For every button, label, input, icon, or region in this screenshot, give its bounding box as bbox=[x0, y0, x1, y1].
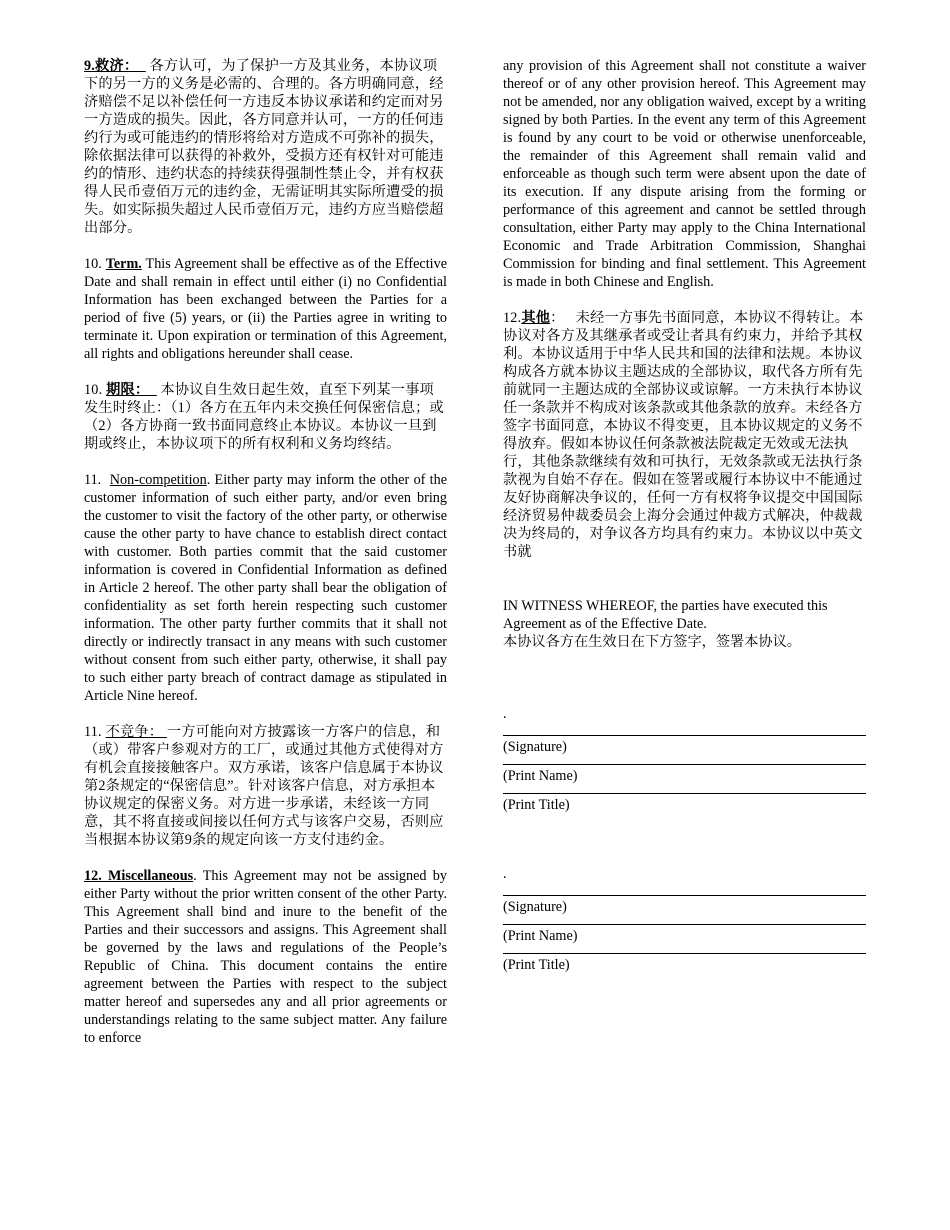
signature-label: (Signature) bbox=[503, 739, 567, 755]
signature-line[interactable] bbox=[503, 895, 866, 896]
section-10-heading-en: Term. bbox=[105, 256, 142, 272]
signature-label: (Signature) bbox=[503, 899, 567, 915]
section-12-body-zh: 未经一方事先书面同意，本协议不得转让。本协议对各方及其继承者或受让者具有约束力，并给予其权利。本协议适用于中华人民共和国的法律和法规。本协议构成各方就本协议主题达成的全部协议，取代各方所有先前就同一主题达成的全部协议或谅解。一方未执行本协议任一条款并不构成对该条款或其他条款的放弃。未经各方签字书面同意，本协议不得变更，且本协议规定的义务不得放弃。假如本协议任何条款被法院裁定无效或无法执行，其他条款继续有效和可执行，无效条款或无法执行条款视为自始不存在。假如在签署或履行本协议中不能通过友好协商解决争议的，任何一方有权将争议提交中国国际经济贸易仲裁委员会上海分会通过仲裁方式解决，仲裁裁决为终局的，对争议各方均具有约束力。本协议以中英文书就 bbox=[503, 310, 864, 560]
section-11-body-en: . Either party may inform the other of the customer information of such either party, and/or even bring the customer to visit the factory of the other party, or otherwise cause the other party to have chance to establish direct contact with customer. Both parties commit that the said customer information is covered in Confidential Information as defined in Article 2 hereof. The other party shall bear the obligation of confidentiality as set forth herein respecting such customer information. The other party further commits that it shall not directly or indirectly transact in any means with such customer without consent from such either party, otherwise, it shall pay to such either party breach of contract damage as stipulated in Article Nine hereof. bbox=[84, 472, 447, 704]
section-12-heading-en: 12. Miscellaneous bbox=[84, 868, 194, 884]
print-name-line[interactable] bbox=[503, 924, 866, 925]
signature-line[interactable] bbox=[503, 735, 866, 736]
section-9-remedies-zh bbox=[84, 57, 447, 237]
witness-clause bbox=[503, 597, 866, 651]
section-10-body-zh: 本协议自生效日起生效，直至下列某一事项发生时终止：（1）各方在五年内未交换任何保密信息；或（2）各方协商一致书面同意终止本协议。本协议一旦到期或终止，本协议项下的所有权利和义务均终结。 bbox=[84, 382, 444, 452]
section-11-number-zh: 11. bbox=[84, 724, 102, 740]
section-12-miscellaneous-zh: 12.其他： 未经一方事先书面同意，本协议不得转让。本协议对各方及其继承者或受让者具有约束力，并给予其权利。本协议适用于中华人民共和国的法律和法规。本协议构成各方就本协议主题达成的全部协议，取代各方所有先前就同一主题达成的全部协议或谅解。一方未执行本协议任一条款并不构成对该条款或其他条款的放弃。未经各方签字书面同意，本协议不得变更，且本协议规定的义务不得放弃。假如本协议任何条款被法院裁定无效或无法执行，其他条款继续有效和可执行，无效条款或无法执行条款视为自始不存在。假如在签署或履行本协议中不能通过友好协商解决争议的，任何一方有权将争议提交中国国际经济贸易仲裁委员会上海分会通过仲裁方式解决，仲裁裁决为终局的，对争议各方均具有约束力。本协议以中英文书就 bbox=[503, 310, 864, 560]
section-12-heading-zh: 其他 bbox=[521, 310, 551, 326]
signature-dot: . bbox=[503, 706, 507, 722]
section-10-term-zh bbox=[84, 381, 447, 453]
signature-block-1 bbox=[503, 705, 866, 817]
section-12-miscellaneous-en bbox=[84, 867, 447, 1047]
section-11-noncompetition-zh bbox=[84, 723, 447, 849]
section-12-number-zh: 12. bbox=[503, 310, 522, 326]
print-title-label: (Print Title) bbox=[503, 957, 570, 973]
witness-text-en: IN WITNESS WHEREOF, the parties have executed this Agreement as of the Effective Date. bbox=[503, 598, 828, 632]
section-9-heading-zh: 9.救济： bbox=[84, 58, 139, 74]
section-12-body-en-part1: . This Agreement may not be assigned by either Party without the prior written consent of the other Party. This Agreement shall bind and inure to the benefit of the Parties and their successors and assigns. This Agreement shall be governed by the laws and regulations of the People’s Republic of China. This document contains the entire agreement between the Parties with respect to the subject matter hereof and supersedes any and all prior agreements or understandings relating to the same subject matter. Any failure to enforce bbox=[84, 868, 447, 1046]
section-10-body-en: This Agreement shall be effective as of the Effective Date and shall remain in effect until either (i) no Confidential Information has been exchanged between the Parties for a period of five (5) years, or (ii) the Parties agree in writing to terminate it. Upon expiration or termination of this Agreement, all rights and obligations hereunder shall cease. bbox=[84, 256, 447, 362]
print-name-line[interactable] bbox=[503, 764, 866, 765]
section-11-number: 11. bbox=[84, 472, 102, 488]
print-name-label: (Print Name) bbox=[503, 768, 578, 784]
right-column bbox=[503, 57, 866, 977]
section-9-body-zh: 各方认可，为了保护一方及其业务，本协议项下的另一方的义务是必需的、合理的。各方明确同意，经济赔偿不足以补偿任何一方违反本协议承诺和约定而对另一方造成的损失。因此，各方同意并认可，一方的任何违约行为或可能违约的情形将给对方造成不可弥补的损失，除依据法律可以获得的补救外，受损方还有权针对可能违约的情形、违约状态的持续获得强制性禁止令，并有权获得人民币壹佰万元的违约金，无需证明其实际所遭受的损失。如实际损失超过人民币壹佰万元，违约方应当赔偿超出部分。 bbox=[84, 58, 444, 236]
print-title-line[interactable] bbox=[503, 793, 866, 794]
section-10-term-en bbox=[84, 255, 447, 363]
section-10-number: 10. bbox=[84, 256, 102, 272]
section-10-heading-zh: 期限： bbox=[106, 382, 150, 398]
section-11-body-zh: 一方可能向对方披露该一方客户的信息，和（或）带客户参观对方的工厂，或通过其他方式使得对方有机会直接接触客户。双方承诺，该客户信息属于本协议第2条规定的“保密信息”。针对该客户信息，对方承担本协议规定的保密义务。对方进一步承诺，未经该一方同意，其不将直接或间接以任何方式与该客户交易，否则应当根据本协议第9条的规定向该一方支付违约金。 bbox=[84, 724, 444, 848]
witness-text-zh: 本协议各方在生效日在下方签字，签署本协议。 bbox=[503, 634, 801, 650]
signature-block-2 bbox=[503, 865, 866, 977]
section-12-body-en-part2: any provision of this Agreement shall not constitute a waiver thereof or of any other provision hereof. This Agreement may not be amended, nor any obligation waived, except by a writing signed by both Parties. In the event any term of this Agreement is found by any court to be void or otherwise unenforceable, the remainder of this Agreement shall remain valid and enforceable as though such term were absent upon the date of its execution. If any dispute arising from the forming or performance of this agreement and cannot be settled through consultation, either Party may apply to the China International Economic and Trade Arbitration Commission, Shanghai Commission for binding and final settlement. This Agreement is made in both Chinese and English. bbox=[503, 58, 866, 290]
print-title-line[interactable] bbox=[503, 953, 866, 954]
print-name-label: (Print Name) bbox=[503, 928, 578, 944]
section-10-number-zh: 10. bbox=[84, 382, 103, 398]
section-11-heading-zh: 不竞争： bbox=[105, 724, 164, 740]
signature-dot: . bbox=[503, 866, 507, 882]
section-11-noncompetition-en bbox=[84, 471, 447, 705]
print-title-label: (Print Title) bbox=[503, 797, 570, 813]
section-11-heading-en: Non-competition bbox=[109, 472, 207, 488]
left-column bbox=[84, 57, 447, 1065]
